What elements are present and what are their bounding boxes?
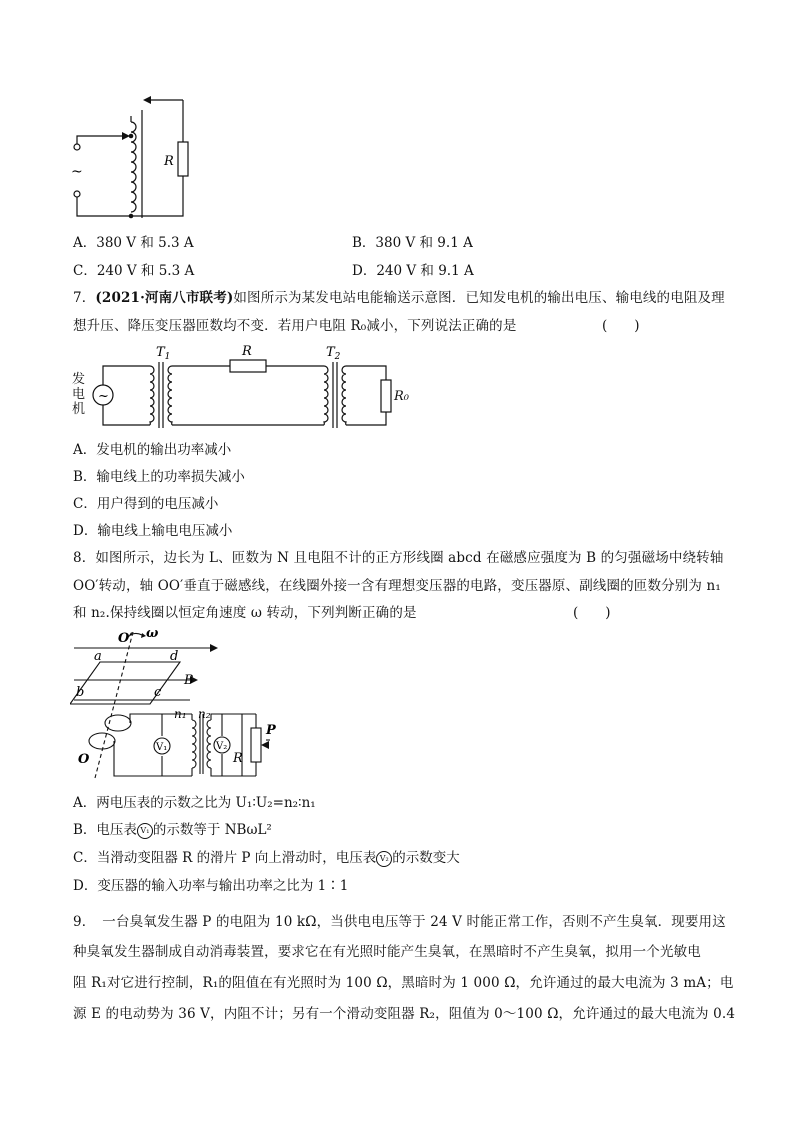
q8-stem-line3: 和 n₂.保持线圈以恒定角速度 ω 转动，下列判断正确的是 bbox=[73, 605, 417, 621]
voltmeter-v1-badge: V₁ bbox=[137, 823, 153, 839]
q7-r-label: R bbox=[242, 344, 252, 359]
q7-option-d: D．输电线上输电电压减小 bbox=[73, 523, 233, 539]
q8-stem-line1: 8．如图所示，边长为 L、匝数为 N 且电阻不计的正方形线圈 abcd 在磁感应强度为 B 的匀强磁场中绕转轴 bbox=[73, 550, 724, 566]
q7-text-1: 如图所示为某发电站电能输送示意图．已知发电机的输出电压、输电线的电阻及理 bbox=[233, 290, 725, 306]
q7-stem-line2: 想升压、降压变压器匝数均不变．若用户电阻 R₀减小，下列说法正确的是 bbox=[73, 318, 517, 334]
q8-n1-label: n₁ bbox=[174, 707, 187, 721]
q8-option-c-pre: C．当滑动变阻器 R 的滑片 P 向上滑动时，电压表 bbox=[73, 850, 377, 866]
q7-generator-label: 发 电 机 bbox=[72, 372, 86, 417]
q7-option-c: C．用户得到的电压减小 bbox=[73, 496, 219, 512]
q7-option-b: B．输电线上的功率损失减小 bbox=[73, 469, 245, 485]
voltmeter-v2-badge: V₂ bbox=[376, 851, 392, 867]
q8-option-b-post: 的示数等于 NBωL² bbox=[152, 822, 272, 838]
q8-option-b bbox=[73, 820, 272, 840]
q8-v2-label: V₂ bbox=[216, 741, 228, 752]
q8-option-a: A．两电压表的示数之比为 U₁∶U₂=n₂∶n₁ bbox=[73, 795, 316, 811]
q8-field-label: B bbox=[184, 673, 194, 688]
q7-t1-label: $T_1$ bbox=[156, 345, 171, 362]
q8-option-d: D．变压器的输入功率与输出功率之比为 1∶1 bbox=[73, 878, 349, 894]
q9-stem-line1: 9． 一台臭氧发生器 P 的电阻为 10 kΩ，当供电电压等于 24 V 时能正常工作，否则不产生臭氧．现要用这 bbox=[73, 914, 726, 930]
q8-option-b-pre: B．电压表 bbox=[73, 822, 137, 838]
q6-option-a: A．380 V 和 5.3 A bbox=[73, 235, 194, 251]
q8-v1-label: V₁ bbox=[156, 742, 168, 753]
q7-source: (2021·河南八市联考) bbox=[95, 290, 234, 306]
q8-omega-label: ω bbox=[146, 628, 159, 641]
q7-answer-paren: ( ) bbox=[602, 318, 640, 334]
q8-oprime-label: O′ bbox=[118, 631, 133, 646]
q8-c-label: c bbox=[154, 685, 162, 700]
q6-source-symbol: ~ bbox=[71, 164, 83, 180]
q8-stem-line2: OO′转动，轴 OO′垂直于磁感线，在线圈外接一含有理想变压器的电路，变压器原、副线圈的匝数分别为 n₁ bbox=[73, 578, 721, 594]
q7-r0-label-text: R₀ bbox=[394, 389, 409, 404]
q8-option-c-post: 的示数变大 bbox=[392, 850, 460, 866]
q8-r-label: R bbox=[233, 751, 243, 766]
q7-number: 7． bbox=[73, 290, 96, 306]
q7-t2-label: $T_2$ bbox=[326, 345, 341, 362]
q7-source-symbol: ~ bbox=[98, 389, 109, 404]
q8-a-label: a bbox=[94, 649, 102, 664]
q9-stem-line2: 种臭氧发生器制成自动消毒装置，要求它在有光照时能产生臭氧，在黑暗时不产生臭氧，拟用一个光敏电 bbox=[73, 944, 701, 960]
q8-answer-paren: ( ) bbox=[573, 605, 611, 621]
q8-option-c bbox=[73, 848, 460, 868]
q9-stem-line4: 源 E 的电动势为 36 V，内阻不计；另有一个滑动变阻器 R₂，阻值为 0～100 Ω，允许通过的最大电流为 0.4 bbox=[73, 1006, 736, 1022]
q8-d-label: d bbox=[170, 649, 179, 664]
q8-o-label: O bbox=[78, 752, 90, 767]
q6-autotransformer-figure bbox=[66, 92, 196, 222]
q9-stem-line3: 阻 R₁对它进行控制，R₁的阻值在有光照时为 100 Ω，黑暗时为 1 000 Ω，允许通过的最大电流为 3 mA；电 bbox=[73, 975, 734, 991]
q8-coil-transformer-figure bbox=[70, 628, 280, 788]
q8-b-label: b bbox=[76, 685, 85, 700]
q6-option-d: D．240 V 和 9.1 A bbox=[352, 263, 474, 279]
q8-n2-label: n₂ bbox=[198, 707, 211, 721]
q7-transmission-figure bbox=[70, 342, 400, 434]
q7-stem-line1 bbox=[73, 288, 723, 308]
q7-option-a: A．发电机的输出功率减小 bbox=[73, 442, 232, 458]
q6-resistor-label: R bbox=[164, 154, 174, 169]
q8-p-label: P bbox=[266, 723, 276, 738]
q6-option-c: C．240 V 和 5.3 A bbox=[73, 263, 195, 279]
q6-option-b: B．380 V 和 9.1 A bbox=[352, 235, 473, 251]
